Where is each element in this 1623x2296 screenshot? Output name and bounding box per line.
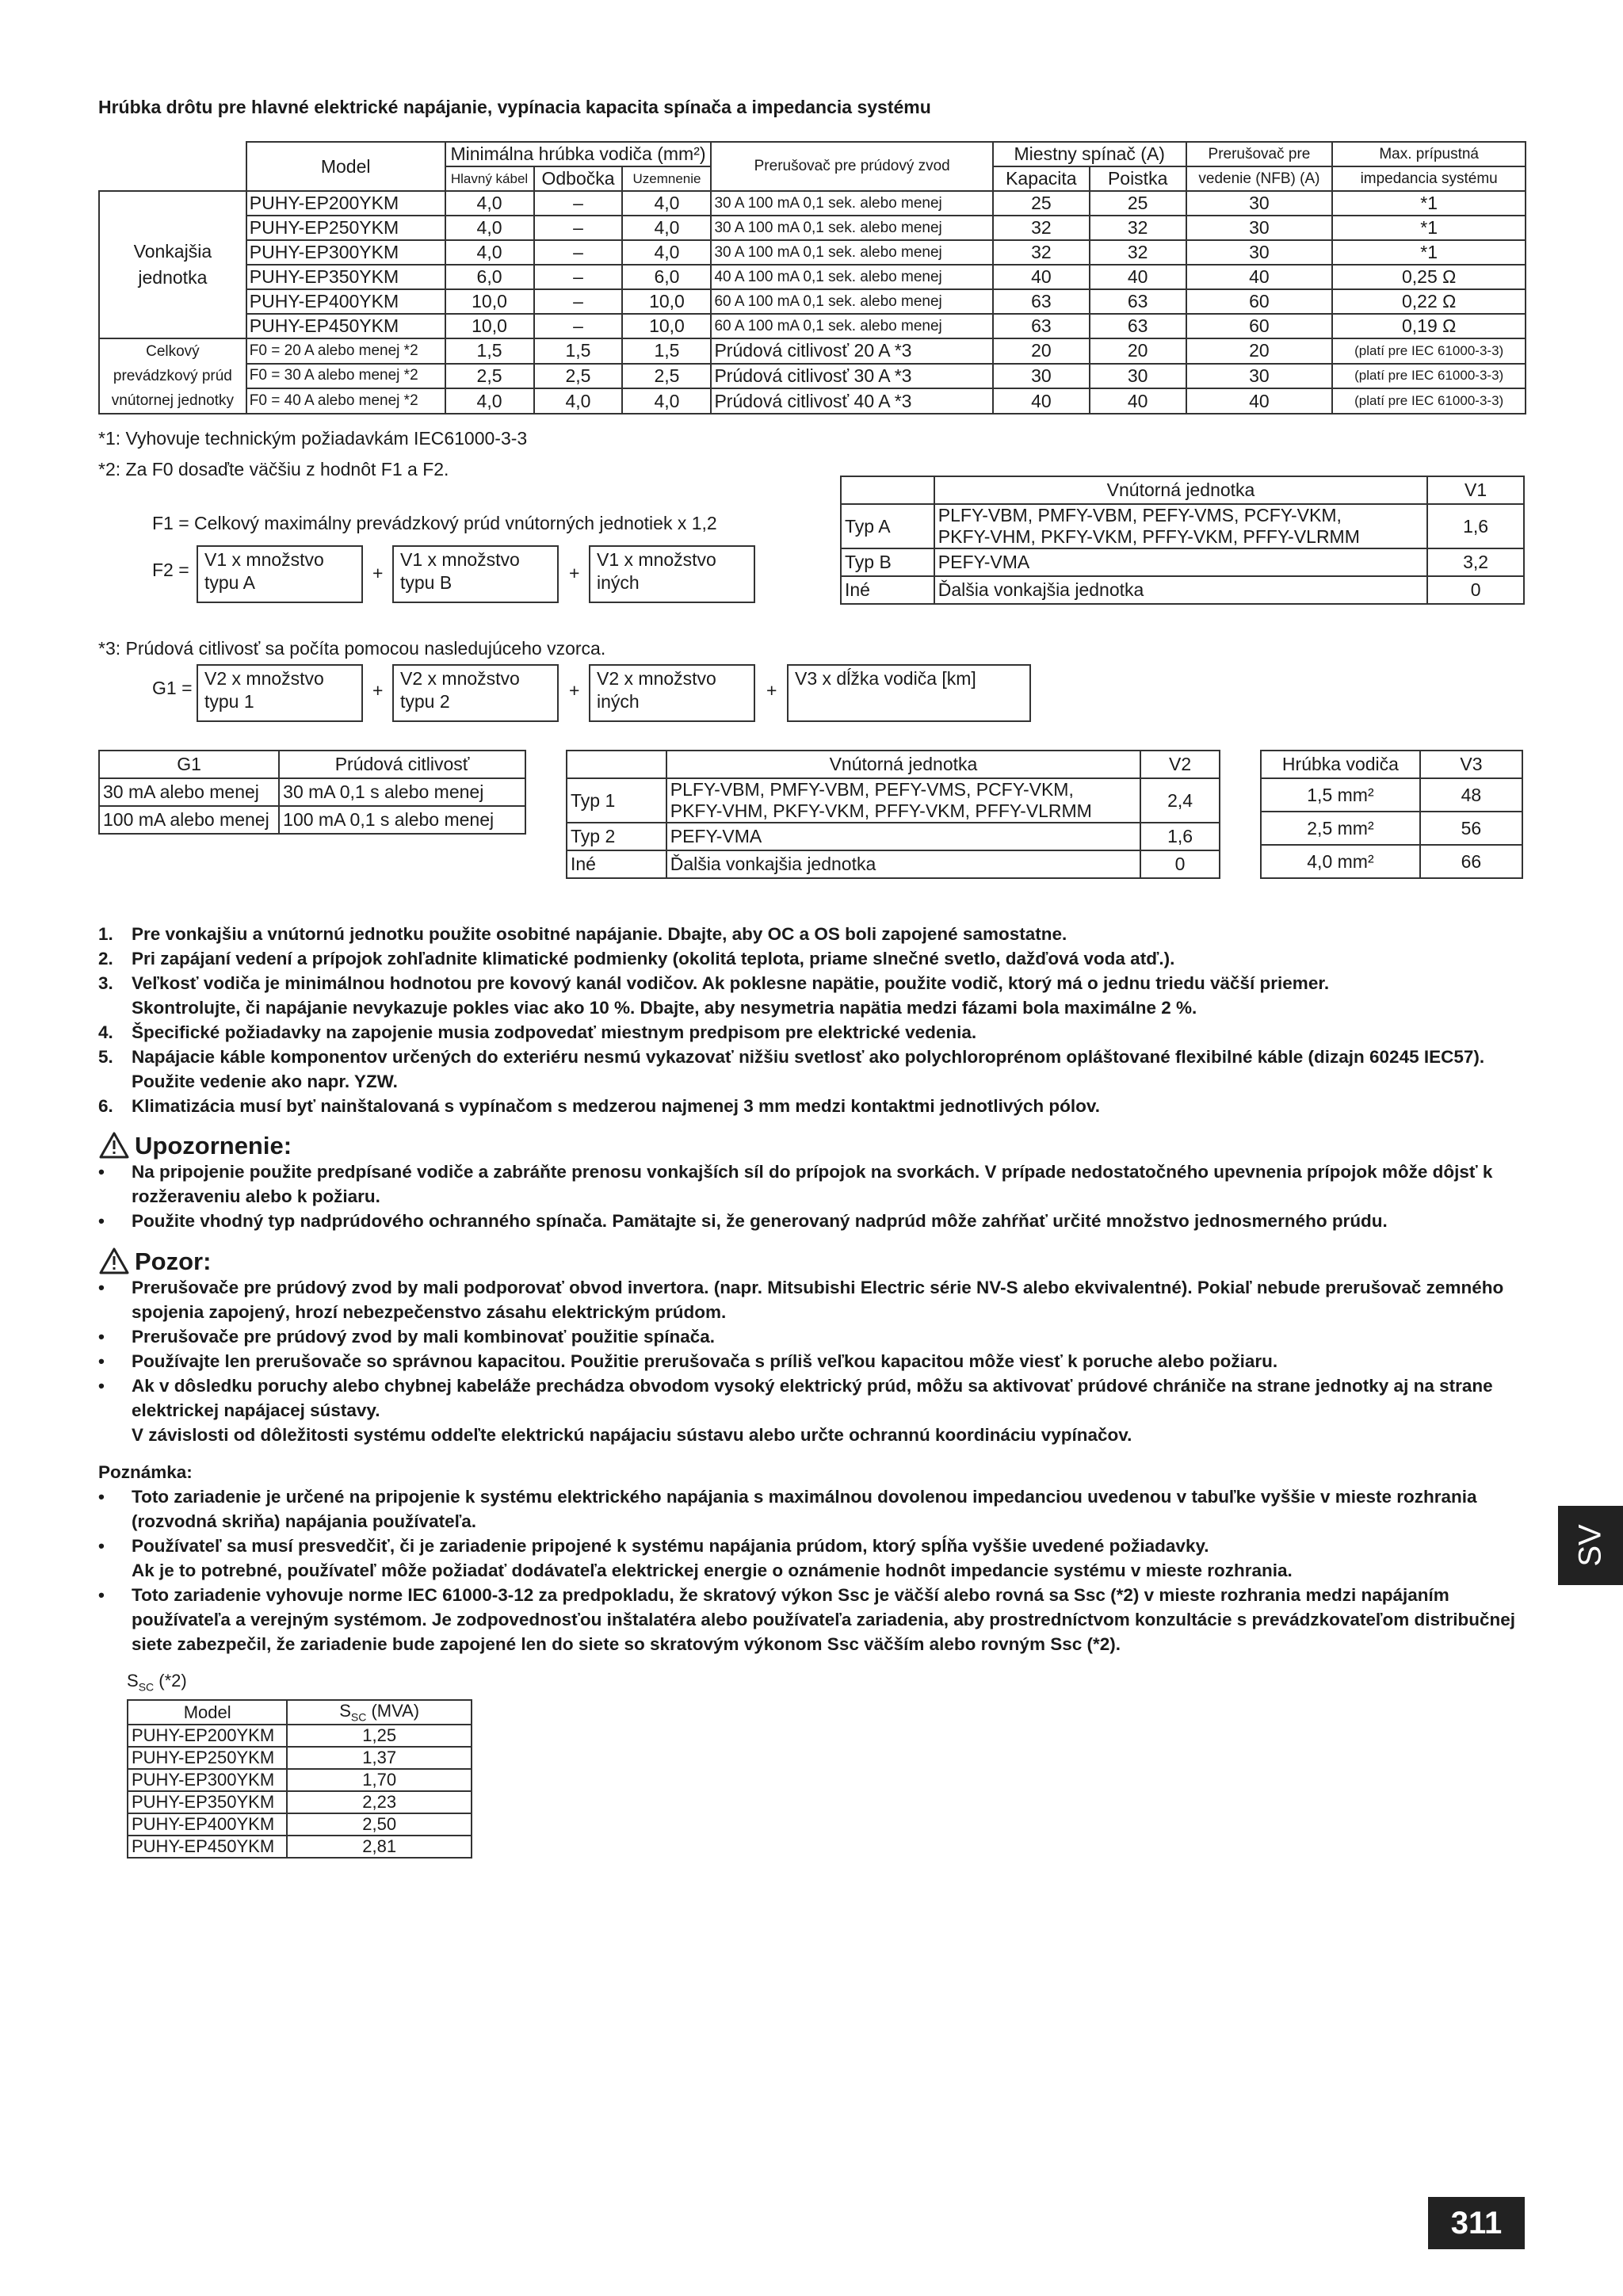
model-cell: PUHY-EP250YKM <box>246 216 445 240</box>
rcd-cell: 40 A 100 mA 0,1 sek. alebo menej <box>711 265 992 289</box>
branch-cell: 1,5 <box>534 338 623 364</box>
impedance-cell: (platí pre IEC 61000-3-3) <box>1332 388 1526 414</box>
v3-value: 56 <box>1420 812 1522 845</box>
note-text: Používateľ sa musí presvedčiť, či je zariadenie pripojené k systému napájania prúdom, ktorý spĺňa vyššie uvedené požiadavky. <box>132 1536 1209 1556</box>
caution-text: Ak v dôsledku poruchy alebo chybnej kabeláže prechádza obvodom vysoký elektrický prúd, môžu sa aktivovať prúdové chrániče na strane jednotky aj na strane elektrickej napájacej sústavy. <box>132 1376 1493 1420</box>
capacity-cell: 63 <box>993 314 1090 338</box>
plus-sign: + <box>569 563 580 583</box>
total-current-label <box>99 338 246 414</box>
ground-cell: 4,0 <box>622 191 711 216</box>
table-row <box>128 1791 472 1813</box>
g1-box-wire-length: V3 x dĺžka vodiča [km] <box>787 664 1031 722</box>
v2-value: 0 <box>1140 850 1220 878</box>
v1-models: Ďalšia vonkajšia jednotka <box>934 576 1427 604</box>
note-text: Toto zariadenie je určené na pripojenie k systému elektrického napájania s maximálnou dovolenou impedanciou uvedenou v tabuľke vyššie v mieste rozhrania (rozvodná skriňa) napájania používateľa. <box>132 1487 1477 1531</box>
v1-header-v: V1 <box>1427 476 1524 504</box>
v2-models: PLFY-VBM, PMFY-VBM, PEFY-VMS, PCFY-VKM, PKFY-VHM, PKFY-VKM, PFFY-VKM, PFFY-VLRMM <box>666 778 1140 823</box>
v3-header-thickness: Hrúbka vodiča <box>1261 751 1420 778</box>
header-ground: Uzemnenie <box>622 166 711 191</box>
caution-text: Používajte len prerušovače so správnou kapacitou. Použitie prerušovača s príliš veľkou kapacitou môže viesť k poruche alebo požiaru. <box>132 1351 1278 1371</box>
outdoor-label-line: jednotka <box>138 267 208 288</box>
main-cable-cell: 10,0 <box>445 289 534 314</box>
ssc-table <box>127 1699 472 1858</box>
capacity-cell: 25 <box>993 191 1090 216</box>
note-number: 2. <box>98 949 113 968</box>
header-nfb-2: vedenie (NFB) (A) <box>1186 166 1333 191</box>
caution-item <box>98 1324 1525 1349</box>
table-row <box>99 265 1526 289</box>
caution-item <box>98 1373 1525 1423</box>
rcd-cell: 30 A 100 mA 0,1 sek. alebo menej <box>711 240 992 265</box>
plus-sign: + <box>766 680 777 701</box>
fuse-cell: 20 <box>1090 338 1186 364</box>
note-number <box>98 995 132 1020</box>
g1-box-type-1: V2 x množstvo typu 1 <box>197 664 363 722</box>
table-row <box>128 1813 472 1836</box>
ground-cell: 6,0 <box>622 265 711 289</box>
plus-sign: + <box>372 563 384 583</box>
f2-label: F2 = <box>152 560 189 580</box>
capacity-cell: 32 <box>993 240 1090 265</box>
ground-cell: 2,5 <box>622 364 711 389</box>
g1-table <box>98 750 526 835</box>
ssc-value: 1,37 <box>287 1747 472 1769</box>
impedance-cell: 0,25 Ω <box>1332 265 1526 289</box>
note-item <box>98 1020 1525 1045</box>
impedance-cell: (platí pre IEC 61000-3-3) <box>1332 364 1526 389</box>
ssc-value: 2,50 <box>287 1813 472 1836</box>
main-cable-cell: 2,5 <box>445 364 534 389</box>
branch-cell: – <box>534 216 623 240</box>
note-heading: Poznámka: <box>98 1462 193 1482</box>
main-cable-cell: 4,0 <box>445 240 534 265</box>
branch-cell: 4,0 <box>534 388 623 414</box>
header-fuse: Poistka <box>1090 166 1186 191</box>
model-cell: PUHY-EP300YKM <box>246 240 445 265</box>
rcd-cell: 60 A 100 mA 0,1 sek. alebo menej <box>711 314 992 338</box>
g1-box-type-2: V2 x množstvo typu 2 <box>392 664 559 722</box>
table-row <box>128 1747 472 1769</box>
note-number: 4. <box>98 1022 113 1042</box>
note-text: Skontrolujte, či napájanie nevykazuje pokles viac ako 10 %. Dbajte, aby nesymetria napätia medzi fázami bola maximálne 2 %. <box>132 998 1197 1018</box>
header-impedance-1: Max. prípustná <box>1332 142 1526 166</box>
capacity-cell: 40 <box>993 265 1090 289</box>
caution-text: Prerušovače pre prúdový zvod by mali podporovať obvod invertora. (napr. Mitsubishi Electric série NV-S alebo ekvivalentné). Pokiaľ nebude prerušovač zemného spojenia zapojený, hrozí nebezpečenstvo zásahu elektrickým prúdom. <box>132 1278 1504 1322</box>
v1-table <box>840 476 1525 605</box>
numbered-notes <box>98 922 1525 1118</box>
branch-cell: – <box>534 314 623 338</box>
caution-section <box>98 1247 1525 1447</box>
plus-sign: + <box>569 680 580 701</box>
caution-item <box>98 1423 1525 1447</box>
model-cell: PUHY-EP350YKM <box>246 265 445 289</box>
bullet: • <box>98 1376 105 1396</box>
nfb-cell: 20 <box>1186 338 1333 364</box>
g1-header: G1 <box>99 751 279 778</box>
ssc-model: PUHY-EP250YKM <box>128 1747 287 1769</box>
caution-item <box>98 1349 1525 1373</box>
ground-cell: 1,5 <box>622 338 711 364</box>
ssc-model: PUHY-EP400YKM <box>128 1813 287 1836</box>
note-item <box>98 1583 1525 1656</box>
total-label-line: Celkový <box>146 343 200 360</box>
capacity-cell: 32 <box>993 216 1090 240</box>
note-number: 1. <box>98 924 113 944</box>
f2-box-type-a: V1 x množstvo typu A <box>197 545 363 603</box>
note-text: Špecifické požiadavky na zapojenie musia zodpovedať miestnym predpisom pre elektrické vedenia. <box>132 1022 977 1042</box>
warning-triangle-icon <box>98 1131 130 1159</box>
g1-box-other: V2 x množstvo iných <box>589 664 755 722</box>
model-cell: PUHY-EP400YKM <box>246 289 445 314</box>
main-cable-cell: 4,0 <box>445 216 534 240</box>
wire-size-table <box>98 141 1526 415</box>
nfb-cell: 60 <box>1186 314 1333 338</box>
warning-triangle-icon <box>98 1247 130 1275</box>
rcd-cell: 60 A 100 mA 0,1 sek. alebo menej <box>711 289 992 314</box>
v1-value: 3,2 <box>1427 548 1524 576</box>
total-label-line: vnútornej jednotky <box>111 392 234 409</box>
header-rcd: Prerušovač pre prúdový zvod <box>711 142 992 191</box>
v1-type: Typ A <box>841 504 934 548</box>
table-row <box>99 289 1526 314</box>
ssc-value: 2,81 <box>287 1836 472 1858</box>
ssc-label: $S_{SC}$ (*2) <box>127 1671 187 1694</box>
v2-type: Typ 2 <box>567 823 666 850</box>
table-row <box>99 191 1526 216</box>
outdoor-rows <box>99 191 1526 338</box>
impedance-cell: *1 <box>1332 240 1526 265</box>
note-text: Veľkosť vodiča je minimálnou hodnotou pre kovový kanál vodičov. Ak poklesne napätie, použite vodič, ktorý má o jednu triedu väčší priemer. <box>132 973 1330 993</box>
impedance-cell: (platí pre IEC 61000-3-3) <box>1332 338 1526 364</box>
branch-cell: 2,5 <box>534 364 623 389</box>
f1-formula: F1 = Celkový maximálny prevádzkový prúd vnútorných jednotiek x 1,2 <box>152 513 717 533</box>
table-row <box>99 216 1526 240</box>
ground-cell: 10,0 <box>622 289 711 314</box>
table-row <box>99 388 1526 414</box>
v2-table <box>566 750 1220 879</box>
ssc-value: 1,70 <box>287 1769 472 1791</box>
footnote-1: *1: Vyhovuje technickým požiadavkám IEC61000-3-3 <box>98 428 528 449</box>
note-number: 6. <box>98 1096 113 1116</box>
ssc-model: PUHY-EP350YKM <box>128 1791 287 1813</box>
ssc-model: PUHY-EP200YKM <box>128 1725 287 1747</box>
v2-value: 2,4 <box>1140 778 1220 823</box>
note-number: 5. <box>98 1047 113 1067</box>
main-cable-cell: 4,0 <box>445 191 534 216</box>
v1-models: PEFY-VMA <box>934 548 1427 576</box>
bullet: • <box>98 1585 105 1605</box>
sensitivity-value: 30 mA 0,1 s alebo menej <box>279 778 525 806</box>
warning-item: • Použite vhodný typ nadprúdového ochranného spínača. Pamätajte si, že generovaný nadprúd môže zahŕňať určité množstvo jednosmerného prúdu. <box>98 1211 1388 1231</box>
ground-cell: 4,0 <box>622 240 711 265</box>
f2-box-type-b: V1 x množstvo typu B <box>392 545 559 603</box>
ground-cell: 4,0 <box>622 216 711 240</box>
v3-thickness: 4,0 mm² <box>1261 845 1420 878</box>
rcd-cell: 30 A 100 mA 0,1 sek. alebo menej <box>711 216 992 240</box>
note-text: Napájacie káble komponentov určených do exteriéru nesmú vykazovať nižšiu svetlosť ako polychloroprénom opláštované flexibilné káble (dizajn 60245 IEC57). Použite vedenie ako napr. YZW. <box>132 1047 1485 1091</box>
fuse-cell: 32 <box>1090 216 1186 240</box>
ground-cell: 4,0 <box>622 388 711 414</box>
nfb-cell: 30 <box>1186 240 1333 265</box>
v1-type: Iné <box>841 576 934 604</box>
branch-cell: – <box>534 240 623 265</box>
v2-type: Iné <box>567 850 666 878</box>
note-text: Pre vonkajšiu a vnútornú jednotku použite osobitné napájanie. Dbajte, aby OC a OS boli zapojené samostatne. <box>132 924 1067 944</box>
branch-cell: – <box>534 191 623 216</box>
v2-value: 1,6 <box>1140 823 1220 850</box>
v1-type: Typ B <box>841 548 934 576</box>
note-text: Ak je to potrebné, používateľ môže požiadať dodávateľa elektrickej energie o oznámenie hodnôt impedancie systému v mieste rozhrania. <box>132 1561 1293 1580</box>
rcd-cell: 30 A 100 mA 0,1 sek. alebo menej <box>711 191 992 216</box>
capacity-cell: 20 <box>993 338 1090 364</box>
warning-heading: Upozornenie: <box>98 1131 1525 1159</box>
v3-table <box>1260 750 1523 879</box>
nfb-cell: 30 <box>1186 191 1333 216</box>
fuse-cell: 40 <box>1090 388 1186 414</box>
caution-heading: Pozor: <box>98 1247 1525 1275</box>
nfb-cell: 60 <box>1186 289 1333 314</box>
table-row <box>99 338 1526 364</box>
header-min-wire: Minimálna hrúbka vodiča (mm²) <box>445 142 712 166</box>
table-row <box>128 1725 472 1747</box>
main-cable-cell: 1,5 <box>445 338 534 364</box>
table-row <box>128 1769 472 1791</box>
capacity-cell: 40 <box>993 388 1090 414</box>
main-cable-cell: 10,0 <box>445 314 534 338</box>
nfb-cell: 30 <box>1186 364 1333 389</box>
branch-cell: – <box>534 265 623 289</box>
model-cell: F0 = 40 A alebo menej *2 <box>246 388 445 414</box>
bullet: • <box>98 1327 105 1347</box>
note-item <box>98 1094 1525 1118</box>
g1-label: G1 = <box>152 678 193 698</box>
v2-models: PEFY-VMA <box>666 823 1140 850</box>
warning-item: • Na pripojenie použite predpísané vodiče a zabráňte prenosu vonkajších síl do prípojok na svorkách. V prípade nedostatočného upevnenia prípojok môže dôjsť k rozžeraveniu alebo k požiaru. <box>98 1162 1493 1206</box>
g1-value: 100 mA alebo menej <box>99 806 279 834</box>
model-cell: F0 = 30 A alebo menej *2 <box>246 364 445 389</box>
sensitivity-value: 100 mA 0,1 s alebo menej <box>279 806 525 834</box>
fuse-cell: 25 <box>1090 191 1186 216</box>
header-model: Model <box>246 142 445 191</box>
rcd-cell: Prúdová citlivosť 40 A *3 <box>711 388 992 414</box>
bullet: • <box>98 1536 105 1556</box>
note-text: Pri zapájaní vedení a prípojok zohľadnite klimatické podmienky (okolitá teplota, priame slnečné svetlo, dažďová voda atď.). <box>132 949 1175 968</box>
nfb-cell: 30 <box>1186 216 1333 240</box>
page-title: Hrúbka drôtu pre hlavné elektrické napájanie, vypínacia kapacita spínača a impedancia systému <box>98 97 931 117</box>
ssc-header-value: $S_{SC}$ (MVA) <box>287 1700 472 1724</box>
v1-models: PLFY-VBM, PMFY-VBM, PEFY-VMS, PCFY-VKM, PKFY-VHM, PKFY-VKM, PFFY-VKM, PFFY-VLRMM <box>934 504 1427 548</box>
bullet: • <box>98 1487 105 1507</box>
bullet: • <box>98 1278 105 1297</box>
page-number: 311 <box>1428 2197 1525 2249</box>
ground-cell: 10,0 <box>622 314 711 338</box>
main-cable-cell: 6,0 <box>445 265 534 289</box>
total-label-line: prevádzkový prúd <box>113 368 232 384</box>
plus-sign: + <box>372 680 384 701</box>
branch-cell: – <box>534 289 623 314</box>
total-current-rows <box>99 338 1526 414</box>
v2-header-unit: Vnútorná jednotka <box>666 751 1140 778</box>
model-cell: F0 = 20 A alebo menej *2 <box>246 338 445 364</box>
ssc-header-model: Model <box>128 1700 287 1724</box>
v1-value: 1,6 <box>1427 504 1524 548</box>
table-row <box>99 364 1526 389</box>
v3-value: 48 <box>1420 778 1522 812</box>
f2-box-other: V1 x množstvo iných <box>589 545 755 603</box>
warning-section <box>98 1131 1525 1233</box>
v2-models: Ďalšia vonkajšia jednotka <box>666 850 1140 878</box>
bullet <box>98 1423 132 1447</box>
note-item <box>98 1045 1525 1094</box>
rcd-cell: Prúdová citlivosť 30 A *3 <box>711 364 992 389</box>
bullet <box>98 1558 132 1583</box>
bullet: • <box>98 1351 105 1371</box>
note-text: Klimatizácia musí byť nainštalovaná s vypínačom s medzerou najmenej 3 mm medzi kontaktmi jednotlivých pólov. <box>132 1096 1100 1116</box>
ssc-value: 1,25 <box>287 1725 472 1747</box>
header-local-switch: Miestny spínač (A) <box>993 142 1186 166</box>
note-item <box>98 995 1525 1020</box>
ssc-model: PUHY-EP300YKM <box>128 1769 287 1791</box>
capacity-cell: 30 <box>993 364 1090 389</box>
v3-value: 66 <box>1420 845 1522 878</box>
language-tab: SV <box>1558 1506 1623 1585</box>
ssc-model: PUHY-EP450YKM <box>128 1836 287 1858</box>
fuse-cell: 30 <box>1090 364 1186 389</box>
v3-thickness: 1,5 mm² <box>1261 778 1420 812</box>
impedance-cell: *1 <box>1332 191 1526 216</box>
header-branch: Odbočka <box>534 166 623 191</box>
ssc-section <box>127 1671 472 1859</box>
footnote-3: *3: Prúdová citlivosť sa počíta pomocou nasledujúceho vzorca. <box>98 638 606 659</box>
header-capacity: Kapacita <box>993 166 1090 191</box>
note-section <box>98 1460 1525 1656</box>
caution-text: V závislosti od dôležitosti systému oddeľte elektrickú napájaciu sústavu alebo určte ochrannú koordináciu vypínačov. <box>132 1425 1132 1445</box>
rcd-cell: Prúdová citlivosť 20 A *3 <box>711 338 992 364</box>
note-text: Toto zariadenie vyhovuje norme IEC 61000-3-12 za predpokladu, že skratový výkon Ssc je väčší alebo rovná sa Ssc (*2) v mieste rozhrania medzi napájaním používateľa a verejným systémom. Je zodpovednosťou inštalatéra alebo používateľa zariadenia, aby prostredníctvom konzultácie s prevádzkovateľom distribučnej siete zabezpečil, že zariadenie bude zapojené len do siete so skratovým výkonom Ssc väčším alebo rovným Ssc (*2). <box>132 1585 1516 1654</box>
outdoor-unit-label <box>99 191 246 338</box>
outdoor-label-line: Vonkajšia <box>133 241 212 262</box>
fuse-cell: 32 <box>1090 240 1186 265</box>
table-row <box>99 240 1526 265</box>
note-item <box>98 1534 1525 1558</box>
header-nfb-1: Prerušovač pre <box>1186 142 1333 166</box>
model-cell: PUHY-EP450YKM <box>246 314 445 338</box>
header-main-cable: Hlavný kábel <box>445 166 534 191</box>
note-item <box>98 946 1525 971</box>
note-item <box>98 1558 1525 1583</box>
v3-header-v: V3 <box>1420 751 1522 778</box>
capacity-cell: 63 <box>993 289 1090 314</box>
note-item <box>98 1484 1525 1534</box>
ssc-value: 2,23 <box>287 1791 472 1813</box>
v1-value: 0 <box>1427 576 1524 604</box>
impedance-cell: *1 <box>1332 216 1526 240</box>
fuse-cell: 63 <box>1090 289 1186 314</box>
impedance-cell: 0,22 Ω <box>1332 289 1526 314</box>
v2-type: Typ 1 <box>567 778 666 823</box>
nfb-cell: 40 <box>1186 388 1333 414</box>
caution-text: Prerušovače pre prúdový zvod by mali kombinovať použitie spínača. <box>132 1327 715 1347</box>
sensitivity-header: Prúdová citlivosť <box>279 751 525 778</box>
v2-header-v: V2 <box>1140 751 1220 778</box>
fuse-cell: 63 <box>1090 314 1186 338</box>
corner-cell <box>99 142 246 191</box>
main-cable-cell: 4,0 <box>445 388 534 414</box>
header-impedance-2: impedancia systému <box>1332 166 1526 191</box>
footnote-2: *2: Za F0 dosaďte väčšiu z hodnôt F1 a F2. <box>98 459 449 479</box>
table-row <box>99 314 1526 338</box>
model-cell: PUHY-EP200YKM <box>246 191 445 216</box>
nfb-cell: 40 <box>1186 265 1333 289</box>
note-item <box>98 922 1525 946</box>
fuse-cell: 40 <box>1090 265 1186 289</box>
caution-item <box>98 1275 1525 1324</box>
v1-header-unit: Vnútorná jednotka <box>934 476 1427 504</box>
v3-thickness: 2,5 mm² <box>1261 812 1420 845</box>
note-item <box>98 971 1525 995</box>
impedance-cell: 0,19 Ω <box>1332 314 1526 338</box>
note-number: 3. <box>98 973 113 993</box>
g1-value: 30 mA alebo menej <box>99 778 279 806</box>
table-row <box>128 1836 472 1858</box>
